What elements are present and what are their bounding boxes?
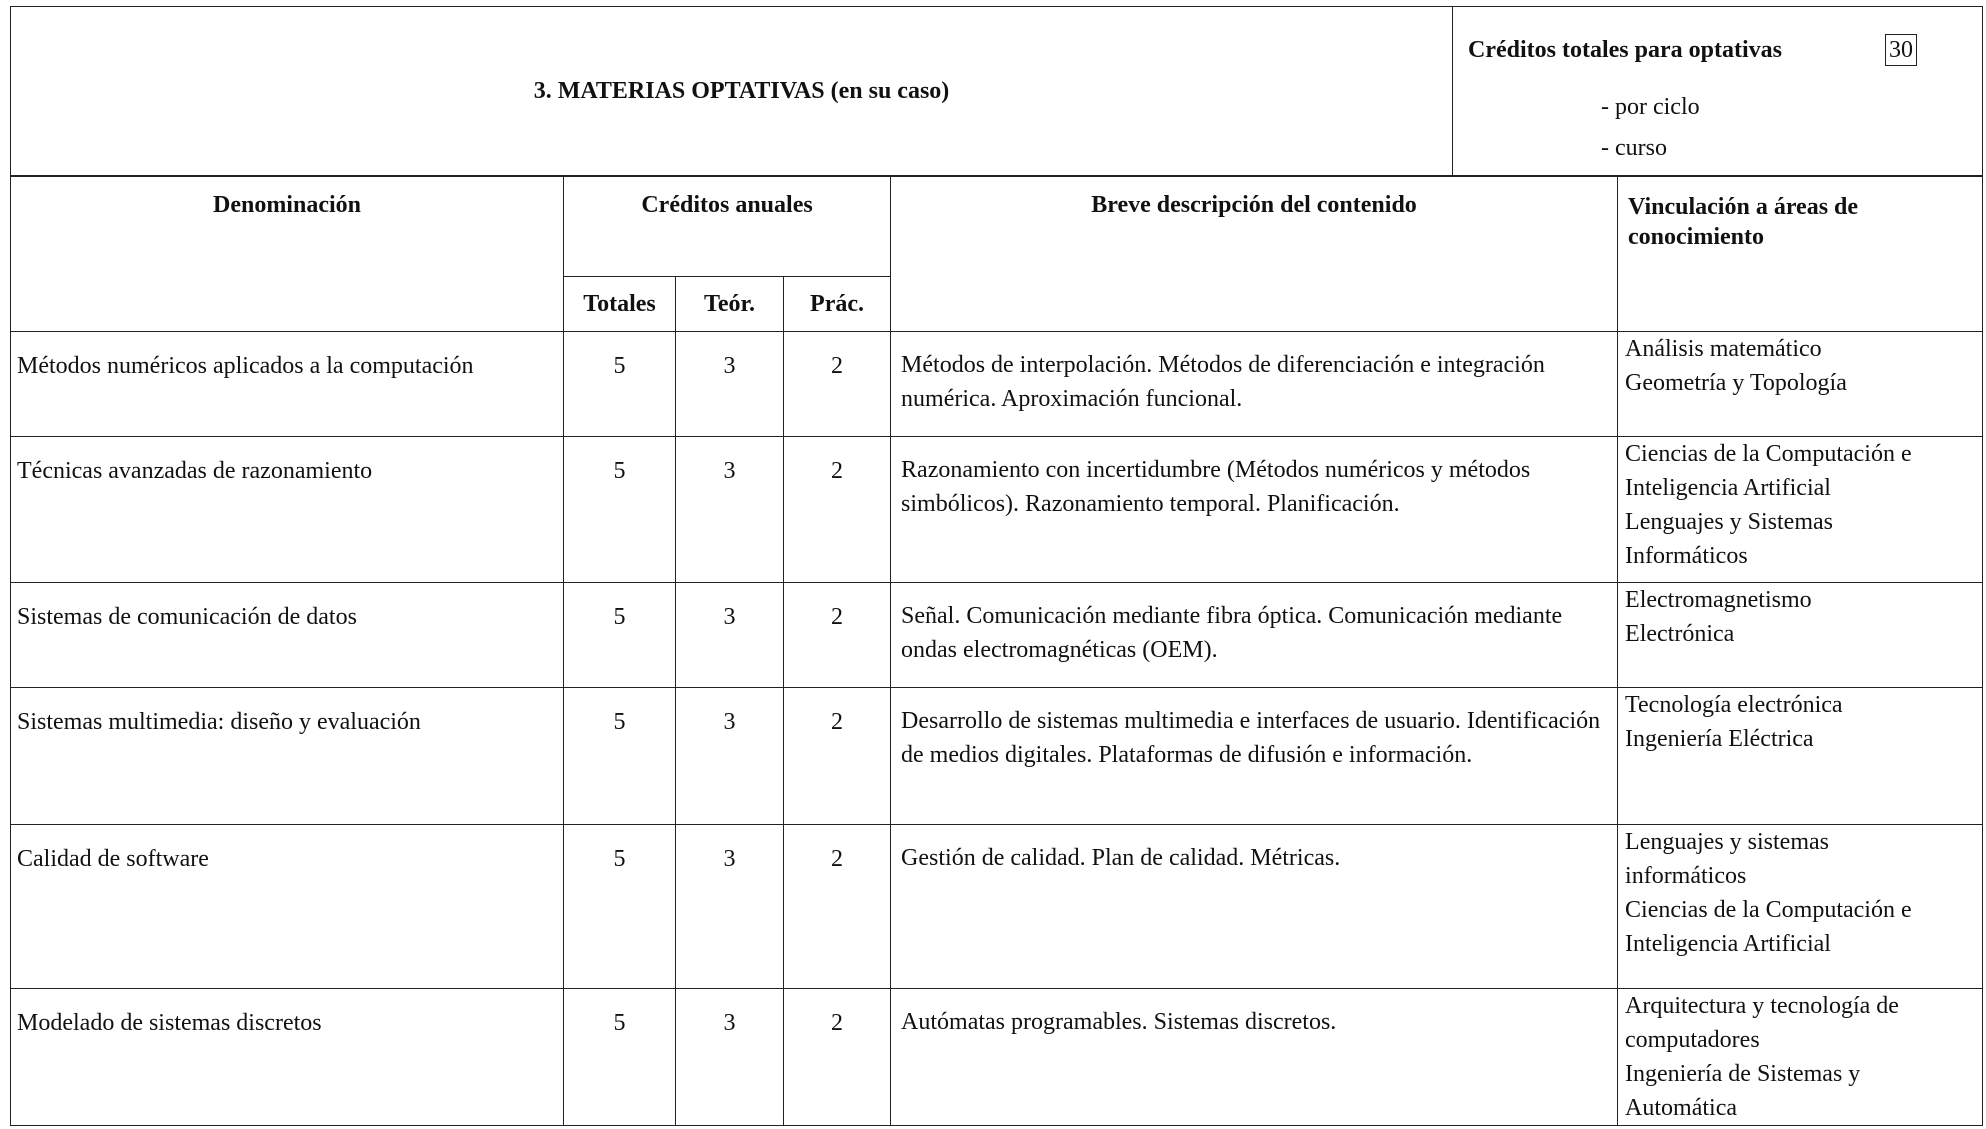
subject-description: Autómatas programables. Sistemas discretos. [891,989,1618,1126]
credits-box [1453,7,1983,177]
credits-label: Créditos totales para optativas [1468,37,1782,63]
subject-description: Desarrollo de sistemas multimedia e interfaces de usuario. Identificación de medios digitales. Plataformas de difusión e información. [891,688,1618,825]
knowledge-area-line: Geometría y Topología [1625,370,1847,397]
credits-teor: 3 [676,332,784,437]
table-row [11,688,1983,825]
knowledge-area-line: Automática [1625,1095,1737,1122]
col-descripcion: Breve descripción del contenido [891,176,1618,332]
credits-teor: 3 [676,989,784,1126]
knowledge-areas [1618,437,1983,583]
col-vinculacion: Vinculación a áreas de conocimiento [1618,176,1983,332]
subjects-table [10,175,1983,1126]
credits-teor: 3 [676,583,784,688]
credits-prac: 2 [784,989,891,1126]
knowledge-area-line: Inteligencia Artificial [1625,475,1831,502]
credits-prac: 2 [784,688,891,825]
knowledge-area-line: Análisis matemático [1625,336,1822,363]
col-creditos-anuales: Créditos anuales [564,176,891,277]
table-row [11,825,1983,989]
knowledge-areas [1618,688,1983,825]
knowledge-area-line: Ciencias de la Computación e [1625,441,1912,468]
credits-totales: 5 [564,688,676,825]
credits-teor: 3 [676,688,784,825]
col-totales: Totales [564,277,676,332]
credits-totales: 5 [564,332,676,437]
credits-prac: 2 [784,332,891,437]
knowledge-area-line: Lenguajes y sistemas [1625,829,1829,856]
credits-prac: 2 [784,825,891,989]
col-prac: Prác. [784,277,891,332]
knowledge-area-line: Arquitectura y tecnología de [1625,993,1899,1020]
knowledge-area-line: Electromagnetismo [1625,587,1812,614]
credits-teor: 3 [676,825,784,989]
knowledge-area-line: Ingeniería Eléctrica [1625,726,1814,753]
knowledge-areas [1618,583,1983,688]
credits-totales: 5 [564,825,676,989]
knowledge-area-line: Ciencias de la Computación e [1625,897,1912,924]
credits-totales: 5 [564,583,676,688]
credits-prac: 2 [784,583,891,688]
knowledge-area-line: Electrónica [1625,621,1735,648]
subject-description: Señal. Comunicación mediante fibra óptica. Comunicación mediante ondas electromagnéticas (OEM). [891,583,1618,688]
subject-description: Métodos de interpolación. Métodos de diferenciación e integración numérica. Aproximación funcional. [891,332,1618,437]
subject-description: Gestión de calidad. Plan de calidad. Métricas. [891,825,1618,989]
subject-name: Calidad de software [11,825,564,989]
por-ciclo-label: - por ciclo [1601,94,1700,120]
knowledge-areas [1618,332,1983,437]
credits-value: 30 [1885,34,1917,66]
credits-prac: 2 [784,437,891,583]
credits-teor: 3 [676,437,784,583]
knowledge-area-line: computadores [1625,1027,1760,1054]
document-page [10,6,1982,1123]
knowledge-area-line: Ingeniería de Sistemas y [1625,1061,1861,1088]
subject-description: Razonamiento con incertidumbre (Métodos numéricos y métodos simbólicos). Razonamiento temporal. Planificación. [891,437,1618,583]
knowledge-area-line: informáticos [1625,863,1747,890]
col-denominacion: Denominación [11,176,564,332]
table-row [11,437,1983,583]
credits-totales: 5 [564,437,676,583]
table-row [11,583,1983,688]
col-teor: Teór. [676,277,784,332]
knowledge-area-line: Lenguajes y Sistemas [1625,509,1833,536]
subject-name: Sistemas multimedia: diseño y evaluación [11,688,564,825]
credits-totales: 5 [564,989,676,1126]
subject-name: Modelado de sistemas discretos [11,989,564,1126]
curso-label: - curso [1601,135,1667,161]
subject-name: Sistemas de comunicación de datos [11,583,564,688]
section-title: 3. MATERIAS OPTATIVAS (en su caso) [11,7,1453,177]
knowledge-areas [1618,989,1983,1126]
knowledge-area-line: Inteligencia Artificial [1625,931,1831,958]
knowledge-areas [1618,825,1983,989]
table-row [11,989,1983,1126]
subject-name: Técnicas avanzadas de razonamiento [11,437,564,583]
knowledge-area-line: Informáticos [1625,543,1748,570]
subject-name: Métodos numéricos aplicados a la computación [11,332,564,437]
table-row [11,332,1983,437]
header-table [10,6,1983,177]
knowledge-area-line: Tecnología electrónica [1625,692,1843,719]
